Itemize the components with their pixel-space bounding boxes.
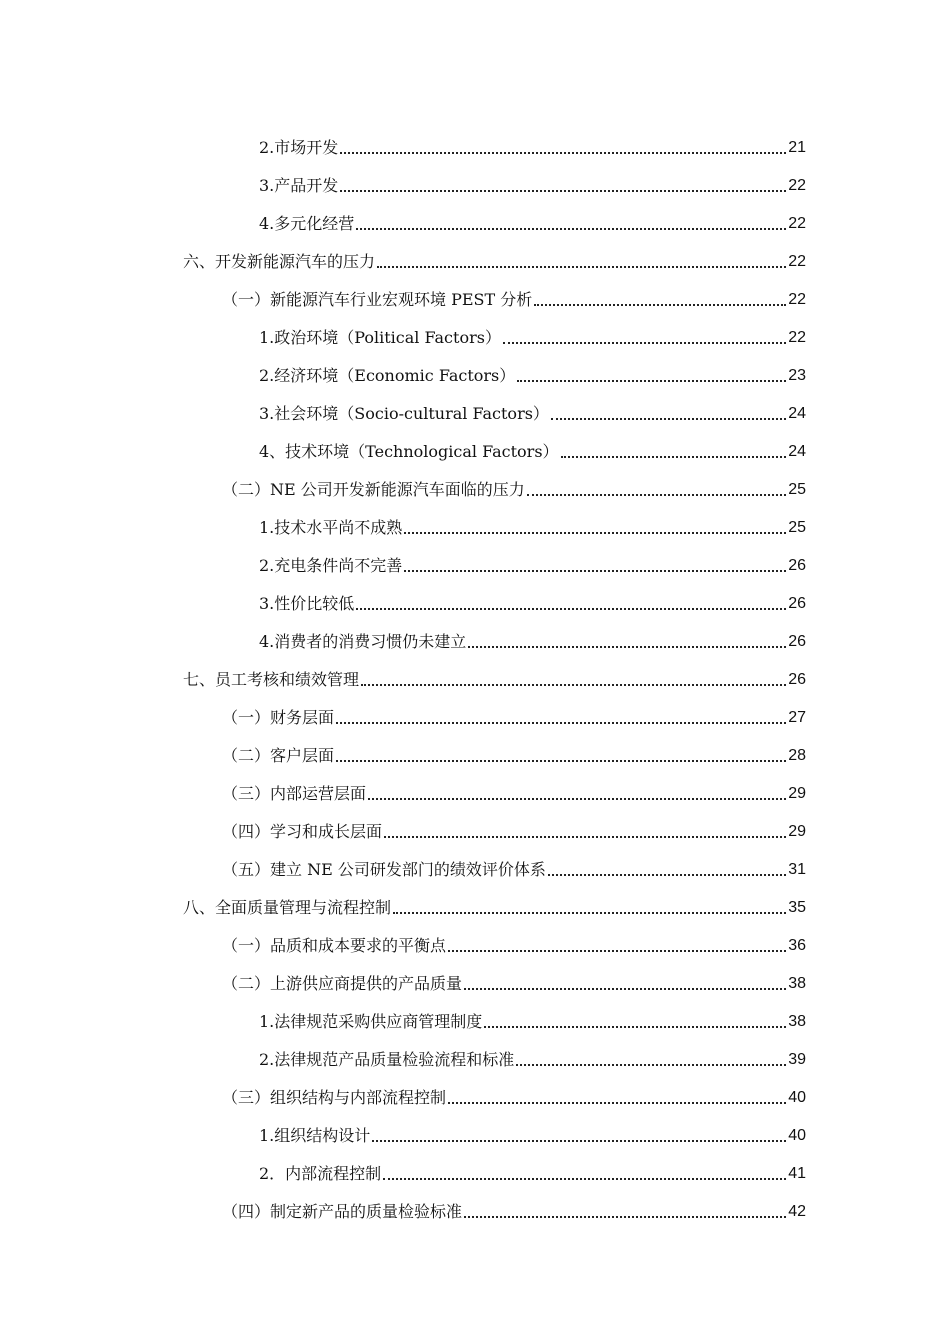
toc-entry-title: 1.政治环境（Political Factors）	[259, 328, 501, 347]
toc-entry-title: （四）学习和成长层面	[222, 822, 383, 841]
toc-dot-leader	[356, 228, 786, 230]
toc-dot-leader	[534, 304, 786, 306]
toc-entry[interactable]	[259, 614, 806, 652]
toc-entry-page-number: 40	[788, 1127, 806, 1144]
toc-entry[interactable]	[222, 690, 806, 728]
toc-entry[interactable]	[259, 1032, 806, 1070]
toc-entry-title: 2.市场开发	[259, 138, 339, 157]
toc-entry-title: 1.组织结构设计	[259, 1126, 371, 1145]
toc-entry[interactable]	[259, 500, 806, 538]
toc-entry-page-number: 26	[788, 557, 806, 574]
toc-dot-leader	[393, 912, 786, 914]
toc-entry-title: （三）组织结构与内部流程控制	[222, 1088, 447, 1107]
toc-entry-page-number: 38	[788, 1013, 806, 1030]
toc-entry-page-number: 42	[788, 1203, 806, 1220]
toc-entry[interactable]	[183, 234, 806, 272]
toc-entry-page-number: 24	[788, 443, 806, 460]
toc-dot-leader	[468, 646, 786, 648]
toc-entry-page-number: 22	[788, 253, 806, 270]
toc-entry-page-number: 41	[788, 1165, 806, 1182]
toc-dot-leader	[336, 722, 786, 724]
toc-entry-page-number: 38	[788, 975, 806, 992]
toc-entry[interactable]	[259, 1108, 806, 1146]
toc-dot-leader	[361, 684, 786, 686]
toc-entry[interactable]	[259, 386, 806, 424]
toc-entry-title: 3.社会环境（Socio-cultural Factors）	[259, 404, 549, 423]
toc-entry[interactable]	[222, 728, 806, 766]
toc-entry[interactable]	[222, 272, 806, 310]
toc-entry[interactable]	[183, 652, 806, 690]
toc-dot-leader	[517, 380, 786, 382]
toc-entry-title: 2.经济环境（Economic Factors）	[259, 366, 516, 385]
toc-entry[interactable]	[222, 842, 806, 880]
toc-entry[interactable]	[259, 994, 806, 1032]
toc-entry-page-number: 26	[788, 595, 806, 612]
toc-entry-page-number: 31	[788, 861, 806, 878]
toc-dot-leader	[356, 608, 786, 610]
toc-entry[interactable]	[183, 880, 806, 918]
toc-dot-leader	[464, 1216, 786, 1218]
toc-dot-leader	[336, 760, 786, 762]
toc-entry[interactable]	[259, 120, 806, 158]
toc-entry-page-number: 29	[788, 823, 806, 840]
toc-entry-page-number: 25	[788, 481, 806, 498]
toc-entry-page-number: 36	[788, 937, 806, 954]
toc-entry-title: 六、开发新能源汽车的压力	[183, 252, 376, 271]
toc-entry-title: （一）品质和成本要求的平衡点	[222, 936, 447, 955]
toc-dot-leader	[551, 418, 786, 420]
toc-entry-page-number: 26	[788, 671, 806, 688]
toc-entry-title: （二）客户层面	[222, 746, 335, 765]
toc-entry-page-number: 27	[788, 709, 806, 726]
toc-entry[interactable]	[222, 1070, 806, 1108]
toc-entry-title: （四）制定新产品的质量检验标准	[222, 1202, 463, 1221]
toc-entry-title: 4.多元化经营	[259, 214, 355, 233]
toc-entry[interactable]	[259, 348, 806, 386]
toc-entry[interactable]	[222, 804, 806, 842]
toc-dot-leader	[340, 152, 786, 154]
toc-dot-leader	[484, 1026, 786, 1028]
toc-entry-page-number: 35	[788, 899, 806, 916]
toc-entry[interactable]	[222, 1184, 806, 1222]
toc-entry-title: （二）上游供应商提供的产品质量	[222, 974, 463, 993]
toc-entry-title: 3.性价比较低	[259, 594, 355, 613]
toc-entry[interactable]	[222, 766, 806, 804]
toc-entry-title: 八、全面质量管理与流程控制	[183, 898, 392, 917]
toc-entry-page-number: 25	[788, 519, 806, 536]
toc-entry-title: （五）建立 NE 公司研发部门的绩效评价体系	[222, 860, 546, 879]
toc-entry[interactable]	[222, 462, 806, 500]
toc-dot-leader	[372, 1140, 786, 1142]
toc-entry-title: 2.法律规范产品质量检验流程和标准	[259, 1050, 515, 1069]
toc-entry-page-number: 22	[788, 329, 806, 346]
toc-dot-leader	[404, 570, 786, 572]
toc-dot-leader	[383, 1178, 786, 1180]
toc-entry-title: （三）内部运营层面	[222, 784, 367, 803]
toc-entry[interactable]	[259, 310, 806, 348]
toc-dot-leader	[464, 988, 786, 990]
toc-dot-leader	[516, 1064, 786, 1066]
toc-entry-title: （一）新能源汽车行业宏观环境 PEST 分析	[222, 290, 533, 309]
toc-entry[interactable]	[259, 424, 806, 462]
toc-dot-leader	[340, 190, 786, 192]
toc-entry-title: 2．内部流程控制	[259, 1164, 382, 1183]
toc-dot-leader	[503, 342, 786, 344]
toc-entry-title: （二）NE 公司开发新能源汽车面临的压力	[222, 480, 525, 499]
toc-entry-title: 七、员工考核和绩效管理	[183, 670, 360, 689]
toc-entry[interactable]	[259, 158, 806, 196]
toc-entry-page-number: 26	[788, 633, 806, 650]
toc-entry-title: 2.充电条件尚不完善	[259, 556, 403, 575]
toc-dot-leader	[377, 266, 786, 268]
toc-dot-leader	[368, 798, 786, 800]
toc-entry-title: 3.产品开发	[259, 176, 339, 195]
toc-entry-title: 1.法律规范采购供应商管理制度	[259, 1012, 483, 1031]
toc-entry-title: （一）财务层面	[222, 708, 335, 727]
toc-entry-page-number: 29	[788, 785, 806, 802]
toc-entry[interactable]	[222, 956, 806, 994]
toc-entry-page-number: 21	[788, 139, 806, 156]
toc-dot-leader	[384, 836, 786, 838]
toc-entry-page-number: 22	[788, 215, 806, 232]
toc-entry-page-number: 23	[788, 367, 806, 384]
toc-entry[interactable]	[259, 538, 806, 576]
toc-entry[interactable]	[259, 1146, 806, 1184]
toc-dot-leader	[404, 532, 786, 534]
toc-entry-page-number: 39	[788, 1051, 806, 1068]
toc-entry-page-number: 40	[788, 1089, 806, 1106]
toc-dot-leader	[448, 1102, 786, 1104]
toc-entry-title: 1.技术水平尚不成熟	[259, 518, 403, 537]
toc-entry[interactable]	[259, 576, 806, 614]
toc-entry-title: 4.消费者的消费习惯仍未建立	[259, 632, 467, 651]
toc-dot-leader	[448, 950, 786, 952]
toc-dot-leader	[561, 456, 787, 458]
toc-entry-page-number: 22	[788, 177, 806, 194]
toc-entry[interactable]	[259, 196, 806, 234]
toc-entry[interactable]	[222, 918, 806, 956]
toc-entry-page-number: 22	[788, 291, 806, 308]
toc-entry-page-number: 28	[788, 747, 806, 764]
toc-entry-page-number: 24	[788, 405, 806, 422]
toc-dot-leader	[527, 494, 786, 496]
toc-dot-leader	[548, 874, 786, 876]
toc-entry-title: 4、技术环境（Technological Factors）	[259, 442, 559, 461]
